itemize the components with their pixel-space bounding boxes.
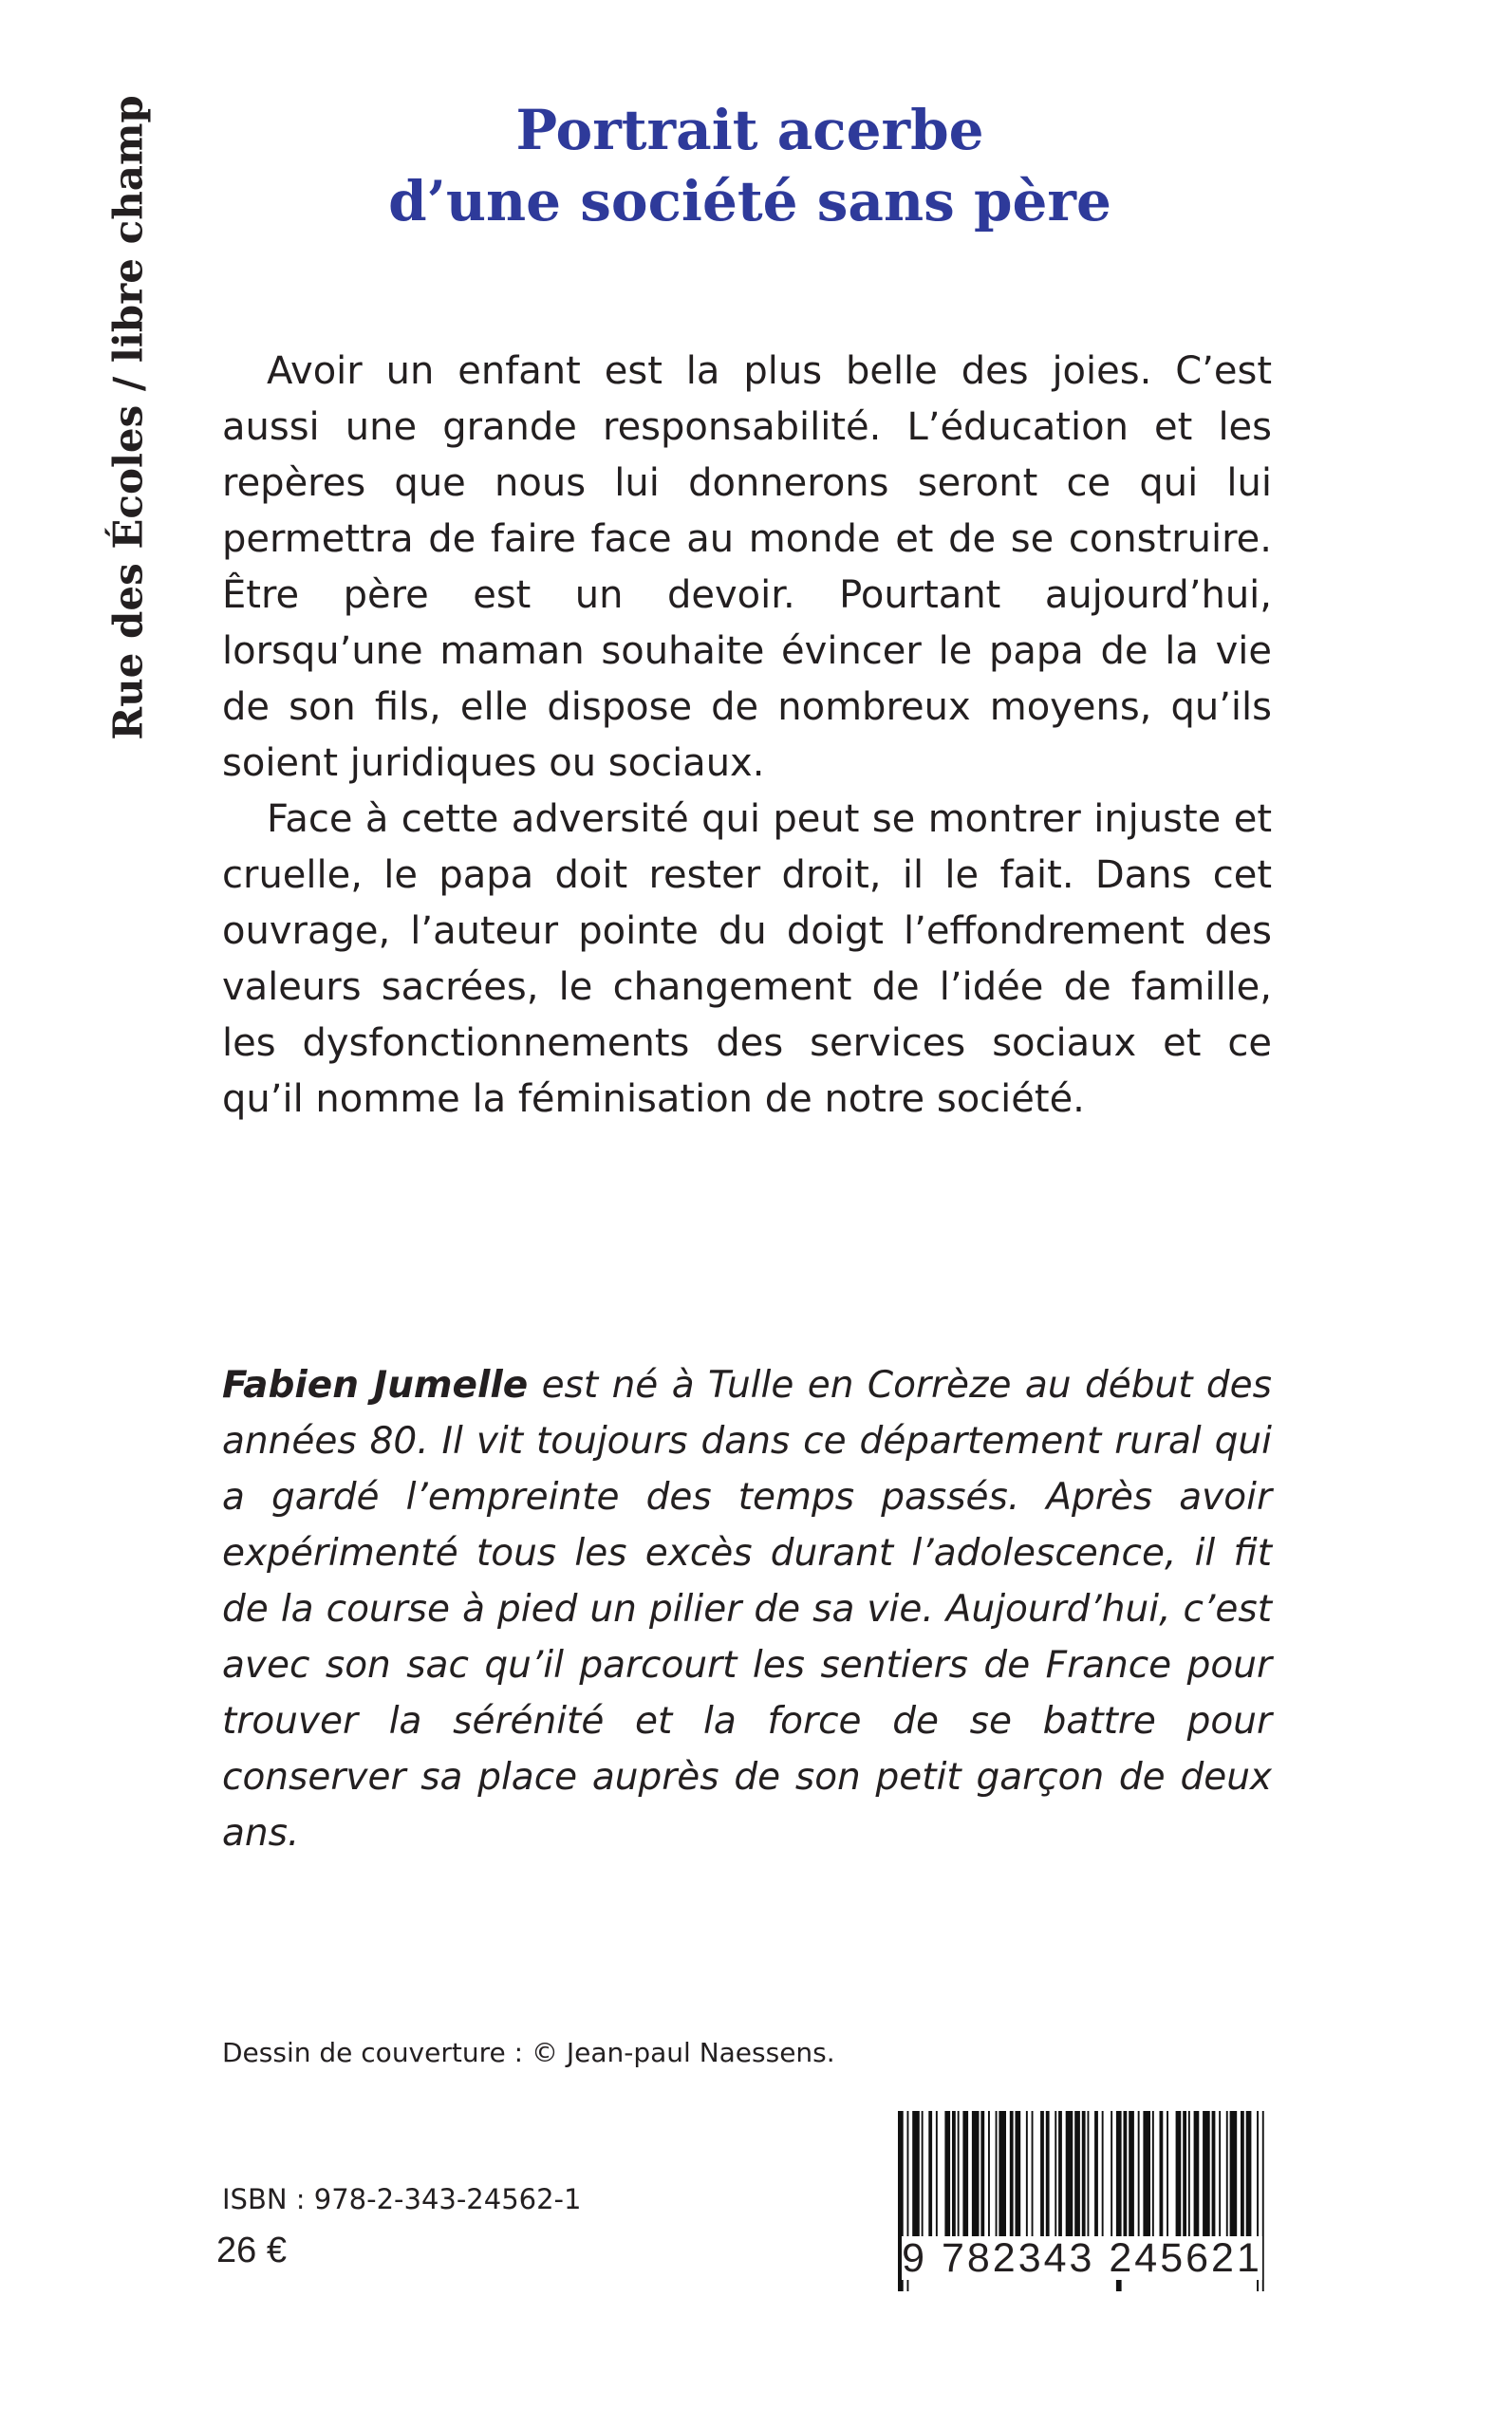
summary-paragraph-2: Face à cette adversité qui peut se montrer injuste et cruelle, le papa doit rester droit, il le fait. Dans cet ouvrage, l’auteur pointe du doigt l’effondrement des valeurs sacrées, le changement de l’idée de famille, les dysfonctionnements des services sociaux et ce qu’il nomme la féminisation de notre société. (222, 797, 1272, 1121)
author-bio (222, 1357, 1272, 1861)
collection-name: Rue des Écoles / libre champ (104, 95, 152, 740)
spine-collection (95, 95, 161, 740)
summary-paragraph-1: Avoir un enfant est la plus belle des joies. C’est aussi une grande responsabilité. L’éducation et les repères que nous lui donnerons seront ce qui lui permettra de faire face au monde et de se construire. Être père est un devoir. Pourtant aujourd’hui, lorsqu’une maman souhaite évincer le papa de la vie de son fils, elle dispose de nombreux moyens, qu’ils soient juridiques ou sociaux. (222, 349, 1272, 785)
isbn: ISBN : 978-2-343-24562-1 (222, 2183, 582, 2215)
bio-text: est né à Tulle en Corrèze au début des années 80. Il vit toujours dans ce département rural qui a gardé l’empreinte des temps passés. Après avoir expérimenté tous les excès durant l’adolescence, il fit de la course à pied un pilier de sa vie. Aujourd’hui, c’est avec son sac qu’il parcourt les sentiers de France pour trouver la sérénité et la force de se battre pour conserver sa place auprès de son petit garçon de deux ans. (222, 1364, 1272, 1855)
barcode-number: 9 782343 245621 (902, 2235, 1262, 2281)
bio-paragraph (222, 1357, 1272, 1861)
title-line-2: d’une société sans père (388, 169, 1111, 233)
author-name: Fabien Jumelle (222, 1364, 529, 1407)
barcode-bar (1262, 2111, 1264, 2291)
price: 26 € (216, 2231, 287, 2270)
title-line-1: Portrait acerbe (515, 98, 984, 162)
summary (222, 344, 1272, 1128)
book-title (228, 95, 1272, 237)
cover-credit: Dessin de couverture : © Jean-paul Naessens. (222, 2037, 835, 2068)
